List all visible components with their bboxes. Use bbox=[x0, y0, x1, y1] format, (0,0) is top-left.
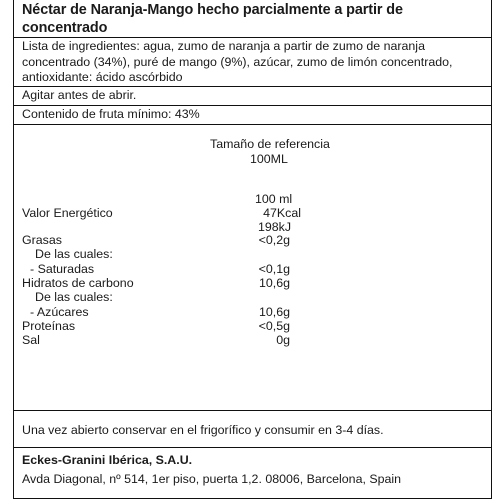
company-name: Eckes-Granini Ibérica, S.A.U. bbox=[22, 453, 193, 467]
storage-note: Una vez abierto conservar en el frigorífico y consumir en 3-4 días. bbox=[22, 423, 384, 437]
nutrient-label-fat: Grasas bbox=[22, 233, 62, 247]
nutrient-label-protein: Proteínas bbox=[22, 319, 76, 333]
shake-note: Agitar antes de abrir. bbox=[22, 88, 137, 102]
nutrient-value-sugars: 10,6g bbox=[258, 305, 290, 319]
energy-kj: 198kJ bbox=[258, 220, 292, 234]
nutrient-value-protein: <0,5g bbox=[258, 319, 290, 333]
ingredients-separator bbox=[14, 86, 491, 87]
ingredients-list bbox=[22, 39, 484, 86]
reference-size-value: 100ML bbox=[250, 152, 288, 166]
ingredients-line-2: concentrado (34%), puré de mango (9%), azúcar, zumo de limón concentrado, bbox=[22, 54, 453, 69]
ingredients-line-1: Lista de ingredientes: agua, zumo de naranja a partir de zumo de naranja bbox=[22, 39, 425, 53]
nutrient-label-fat-of-which: De las cuales: bbox=[35, 247, 113, 261]
product-title bbox=[22, 1, 482, 37]
reference-size-label: Tamaño de referencia bbox=[210, 137, 330, 151]
energy-label: Valor Energético bbox=[22, 206, 113, 220]
nutrient-value-saturates: <0,1g bbox=[258, 262, 290, 276]
title-separator bbox=[14, 37, 491, 38]
nutrition-separator bbox=[14, 124, 491, 125]
nutrient-value-salt: 0g bbox=[276, 333, 290, 347]
company-separator bbox=[14, 447, 491, 448]
per-100ml-header: 100 ml bbox=[255, 192, 293, 206]
storage-separator bbox=[14, 410, 491, 411]
company-address: Avda Diagonal, nº 514, 1er piso, puerta 1,2. 08006, Barcelona, Spain bbox=[22, 472, 402, 486]
nutrient-label-carbohydrates: Hidratos de carbono bbox=[22, 276, 134, 290]
nutrient-label-salt: Sal bbox=[22, 333, 40, 347]
fruit-content: Contenido de fruta mínimo: 43% bbox=[22, 107, 200, 121]
nutrient-label-carbs-of-which: De las cuales: bbox=[35, 290, 113, 304]
nutrient-label-saturates: - Saturadas bbox=[30, 262, 95, 276]
nutrient-value-fat: <0,2g bbox=[258, 233, 290, 247]
energy-kcal: 47Kcal bbox=[263, 206, 301, 220]
nutrient-value-carbohydrates: 10,6g bbox=[258, 276, 290, 290]
shake-separator bbox=[14, 105, 491, 106]
nutrient-label-sugars: - Azúcares bbox=[30, 305, 89, 319]
ingredients-line-3: antioxidante: ácido ascórbido bbox=[22, 70, 183, 84]
product-title-line-1: Néctar de Naranja-Mango hecho parcialmente a partir de bbox=[22, 2, 403, 18]
product-title-line-2: concentrado bbox=[22, 20, 108, 36]
